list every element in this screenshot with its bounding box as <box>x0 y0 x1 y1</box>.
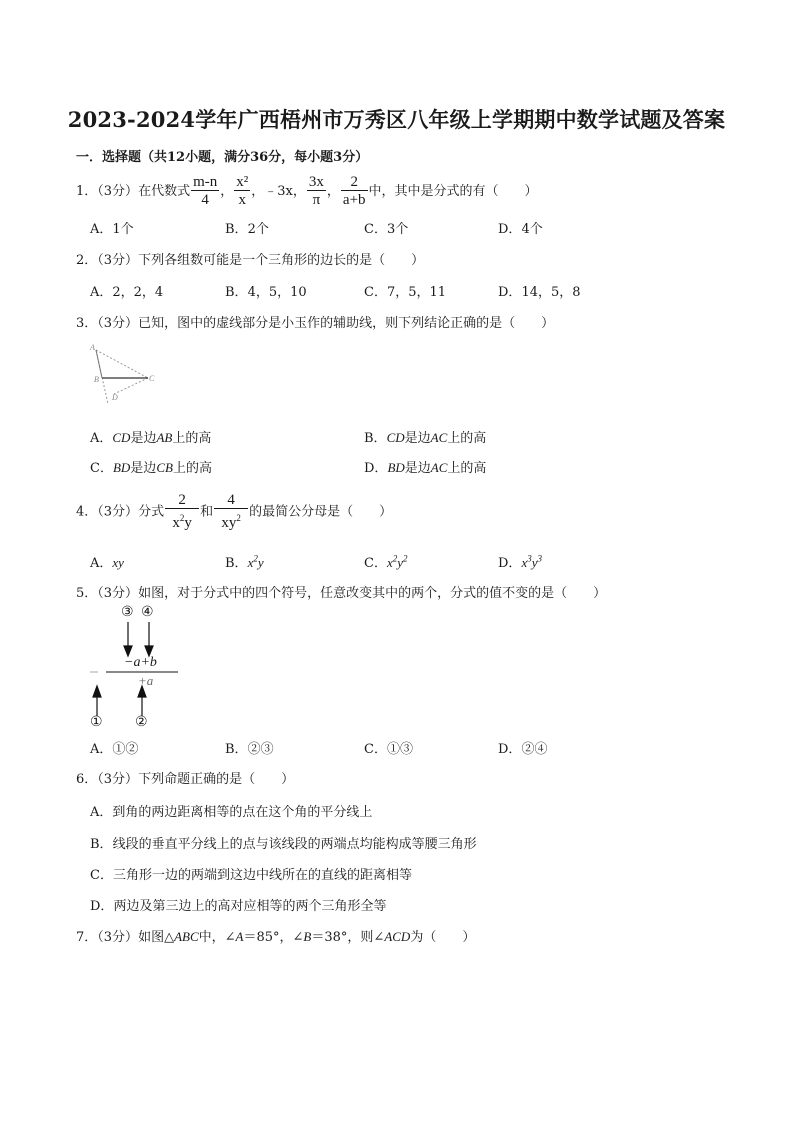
q4-option-d[interactable]: D．$x^3y^3$ <box>498 553 542 571</box>
point-b-label: B <box>94 375 99 384</box>
denominator-text: +a <box>138 673 154 688</box>
fraction-x2-over-x: $\frac{\text{x²}}{x}$ <box>236 174 249 208</box>
q6-option-d[interactable]: D．两边及第三边上的高对应相等的两个三角形全等 <box>90 899 387 914</box>
q1-option-b[interactable]: B．2个 <box>225 222 269 237</box>
q2-option-b[interactable]: B．4，5，10 <box>225 285 307 300</box>
q5-option-a[interactable]: A．①② <box>90 742 139 757</box>
q4-option-a[interactable]: A．xy <box>90 555 124 571</box>
question-6-stem: 6．（3分）下列命题正确的是（ ） <box>76 772 295 787</box>
triangle-figure <box>84 342 156 410</box>
expression-neg-3x: ﹣3x， <box>264 184 306 199</box>
question-1-stem: 1．（3分）在代数式 $\frac{m-n}{4}$ ， $\frac{\text{x²}}{x}$ ，﹣3x， $\frac{3x}{\pi}$ ， $\frac{2}{a+b}$ 中，其中是分式的有（ ） <box>76 174 538 208</box>
question-3-stem: 3．（3分）已知，图中的虚线部分是小玉作的辅助线，则下列结论正确的是（ ） <box>76 316 555 331</box>
numerator-text: −a+b <box>124 655 157 670</box>
fraction-3x-over-pi: $\frac{3x}{\pi}$ <box>308 174 324 208</box>
q2-option-d[interactable]: D．14，5，8 <box>498 285 581 300</box>
question-7-stem: 7．（3分）如图△ABC中，∠A＝85°，∠B＝38°，则∠ACD为（ ） <box>76 929 476 945</box>
section-heading: 一．选择题（共12小题，满分36分，每小题3分） <box>76 150 369 165</box>
sign-fraction-figure <box>86 604 186 730</box>
q2-option-a[interactable]: A．2，2，4 <box>90 285 164 300</box>
marker-3: ③ <box>121 604 134 620</box>
arrow-up-icon <box>93 686 101 697</box>
q5-option-d[interactable]: D．②④ <box>498 742 548 757</box>
q1-option-d[interactable]: D．4个 <box>498 222 543 237</box>
document-title: 2023-2024学年广西梧州市万秀区八年级上学期期中数学试题及答案 <box>67 107 726 132</box>
question-4-stem: 4．（3分）分式 $\frac{2}{x^2y}$ 和 $\frac{4}{xy^2}$ 的最简公分母是（ ） <box>76 492 393 531</box>
point-a-label: A <box>90 343 95 352</box>
q5-option-c[interactable]: C．①③ <box>364 742 413 757</box>
marker-4: ④ <box>141 604 154 620</box>
q6-option-a[interactable]: A．到角的两边距离相等的点在这个角的平分线上 <box>90 805 373 820</box>
q3-option-d[interactable]: D．BD是边AC上的高 <box>364 460 487 476</box>
fraction-2-over-a-plus-b: $\frac{2}{a+b}$ <box>342 174 366 208</box>
point-c-label: C <box>149 374 155 383</box>
q5-option-b[interactable]: B．②③ <box>225 742 274 757</box>
q1-option-c[interactable]: C．3个 <box>364 222 409 237</box>
q3-option-b[interactable]: B．CD是边AC上的高 <box>364 430 487 446</box>
fraction-m-n-over-4: $\frac{m-n}{4}$ <box>193 174 218 208</box>
q3-option-a[interactable]: A．CD是边AB上的高 <box>90 430 212 446</box>
question-2-stem: 2．（3分）下列各组数可能是一个三角形的边长的是（ ） <box>76 253 425 268</box>
q6-option-b[interactable]: B．线段的垂直平分线上的点与该线段的两端点均能构成等腰三角形 <box>90 837 477 852</box>
fraction-4-over-xy2: $\frac{4}{xy^2}$ <box>214 492 248 532</box>
q2-option-c[interactable]: C．7，5，11 <box>364 285 447 300</box>
q1-option-a[interactable]: A．1个 <box>90 222 134 237</box>
q4-option-b[interactable]: B．$x^2y$ <box>225 553 264 571</box>
q3-option-c[interactable]: C．BD是边CB上的高 <box>90 460 212 476</box>
question-5-stem: 5．（3分）如图，对于分式中的四个符号，任意改变其中的两个，分式的值不变的是（ ） <box>76 586 607 601</box>
fraction-2-over-x2y: $\frac{2}{x^2y}$ <box>165 492 199 532</box>
q6-option-c[interactable]: C．三角形一边的两端到这边中线所在的直线的距离相等 <box>90 868 412 883</box>
point-d-label: D <box>112 393 118 402</box>
marker-1: ① <box>90 714 103 730</box>
marker-2: ② <box>135 714 148 730</box>
q4-option-c[interactable]: C．$x^2y^2$ <box>364 553 408 571</box>
